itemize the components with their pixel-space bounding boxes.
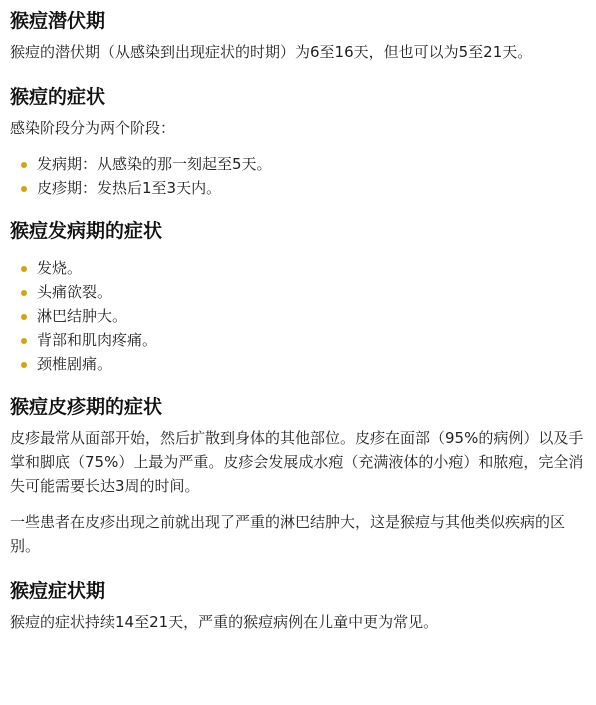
list-item: 发烧。: [10, 256, 584, 280]
heading-duration: 猴痘症状期: [10, 580, 106, 602]
list-item: 颈椎剧痛。: [10, 352, 584, 376]
list-item: 淋巴结肿大。: [10, 304, 584, 328]
bullet-icon: [21, 162, 27, 168]
bullet-icon: [21, 362, 27, 368]
bullet-icon: [21, 290, 27, 296]
list-item: 背部和肌肉疼痛。: [10, 328, 584, 352]
bullet-icon: [21, 186, 27, 192]
paragraph-stages: 感染阶段分为两个阶段：: [10, 119, 176, 137]
bullet-icon: [21, 266, 27, 272]
bullet-icon: [21, 314, 27, 320]
paragraph-lymph: 一些患者在皮疹出现之前就出现了严重的淋巴结肿大，这是猴痘与其他类似疾病的区别。: [10, 513, 566, 555]
paragraph-incubation: 猴痘的潜伏期（从感染到出现症状的时期）为6至16天，但也可以为5至21天。: [10, 43, 533, 61]
stage-list: [10, 152, 584, 200]
list-item: 发病期：从感染的那一刻起至5天。: [10, 152, 584, 176]
heading-incubation: 猴痘潜伏期: [10, 10, 106, 32]
list-item: 皮疹期：发热后1至3天内。: [10, 176, 584, 200]
paragraph-duration: 猴痘的症状持续14至21天，严重的猴痘病例在儿童中更为常见。: [10, 613, 439, 631]
paragraph-rash: 皮疹最常从面部开始，然后扩散到身体的其他部位。皮疹在面部（95%的病例）以及手掌和脚底（75%）上最为严重。皮疹会发展成水疱（充满液体的小疱）和脓疱，完全消失可能需要长达3周的时间。: [10, 429, 584, 495]
bullet-icon: [21, 338, 27, 344]
onset-symptom-list: [10, 256, 584, 376]
heading-rash-symptoms: 猴痘皮疹期的症状: [10, 396, 163, 418]
heading-onset-symptoms: 猴痘发病期的症状: [10, 220, 163, 242]
list-item: 头痛欲裂。: [10, 280, 584, 304]
heading-symptoms: 猴痘的症状: [10, 86, 106, 108]
